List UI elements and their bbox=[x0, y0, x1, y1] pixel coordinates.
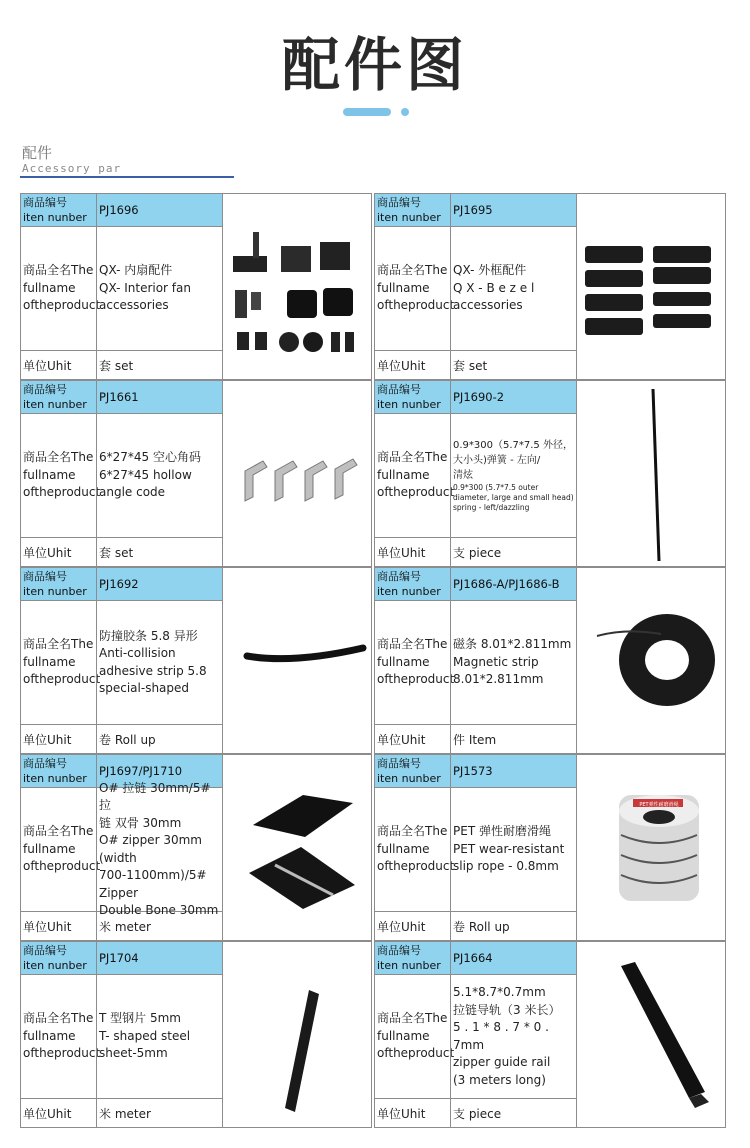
product-unit: 套 set bbox=[453, 359, 488, 373]
full-name-label-cn: 商品全名 bbox=[377, 263, 426, 278]
product-name-line: PET wear-resistant bbox=[453, 841, 565, 856]
label-column bbox=[20, 380, 101, 567]
full-name-label-en-1: The full bbox=[23, 450, 94, 482]
label-column bbox=[374, 380, 455, 567]
full-name-label bbox=[375, 975, 455, 1099]
product-name-line: O# 拉链 30mm/5# 拉 bbox=[99, 780, 211, 812]
unit-label: 单位Uhit bbox=[377, 1107, 426, 1121]
product-name-line: special-shaped bbox=[99, 681, 190, 695]
value-column bbox=[96, 567, 223, 754]
item-number-label-cn: 商品编号 bbox=[23, 383, 67, 396]
product-name-line: Magnetic strip bbox=[453, 654, 539, 669]
full-name-label-en-2: name of bbox=[377, 280, 430, 313]
label-column bbox=[374, 754, 455, 941]
product-name-line: 5.1*8.7*0.7mm bbox=[453, 985, 546, 999]
hollow-angle-code-illustration bbox=[223, 381, 373, 568]
item-number-label-en: iten nunber bbox=[377, 959, 441, 972]
adhesive-strip-illustration bbox=[223, 568, 373, 755]
product-name-line: 磁条 8.01*2.811mm bbox=[453, 637, 572, 652]
full-name-label-en-2: name of bbox=[23, 841, 76, 874]
product-table bbox=[20, 193, 727, 1128]
value-column bbox=[450, 567, 577, 754]
full-name-label bbox=[21, 788, 101, 912]
product-name-line: Double Bone 30mm bbox=[99, 903, 219, 917]
product-name-line: Zipper bbox=[99, 885, 139, 900]
unit-label: 单位Uhit bbox=[23, 1107, 72, 1121]
item-number-label bbox=[375, 194, 450, 227]
full-name-label-cn: 商品全名 bbox=[377, 637, 426, 652]
zipper-illustration bbox=[223, 755, 373, 942]
full-name-label-en-3: theproduct bbox=[34, 298, 101, 313]
item-number-label-cn: 商品编号 bbox=[23, 757, 67, 770]
product-name-line: 防撞胶条 5.8 异形 bbox=[99, 628, 198, 643]
product-name-line: sheet-5mm bbox=[99, 1046, 168, 1061]
item-number-label bbox=[375, 568, 450, 601]
full-name-label-cn: 商品全名 bbox=[23, 450, 72, 465]
item-number-label-en: iten nunber bbox=[23, 959, 87, 972]
product-name-line: accessories bbox=[453, 298, 523, 313]
item-number-label-cn: 商品编号 bbox=[377, 944, 421, 957]
full-name-label-en-1: The full bbox=[377, 637, 448, 669]
product-code: PJ1573 bbox=[451, 755, 576, 788]
full-name-label-en-3: theproduct bbox=[34, 859, 101, 874]
product-full-name bbox=[451, 227, 576, 351]
full-name-label-en-1: The full bbox=[23, 637, 94, 669]
full-name-label-en-1: The full bbox=[23, 263, 94, 295]
product-name-line: (width bbox=[99, 850, 137, 865]
zipper-guide-rail-illustration bbox=[577, 942, 727, 1129]
full-name-label-en-3: theproduct bbox=[34, 672, 101, 687]
full-name-label-cn: 商品全名 bbox=[23, 824, 72, 839]
unit-label: 单位Uhit bbox=[377, 359, 426, 373]
product-full-name bbox=[451, 975, 576, 1099]
product-full-name bbox=[97, 414, 222, 538]
section-title-cn: 配件 bbox=[22, 144, 53, 162]
label-column bbox=[374, 193, 455, 380]
product-name-line: T 型钢片 5mm bbox=[99, 1011, 181, 1026]
product-code: PJ1690-2 bbox=[451, 381, 576, 414]
product-full-name bbox=[451, 414, 576, 538]
product-code: PJ1661 bbox=[97, 381, 222, 414]
full-name-label-en-1: The full bbox=[377, 450, 448, 482]
product-image-cell bbox=[576, 754, 726, 941]
product-unit: 支 piece bbox=[453, 546, 502, 560]
item-number-label-cn: 商品编号 bbox=[23, 570, 67, 583]
full-name-label-en-3: theproduct bbox=[388, 485, 455, 500]
item-number-label-en: iten nunber bbox=[377, 772, 441, 785]
unit-label: 单位Uhit bbox=[377, 920, 426, 934]
product-image-cell bbox=[576, 567, 726, 754]
item-number-label-cn: 商品编号 bbox=[377, 757, 421, 770]
full-name-label-en-3: theproduct bbox=[34, 1046, 101, 1061]
value-column bbox=[96, 193, 223, 380]
product-row bbox=[20, 380, 727, 567]
label-column bbox=[20, 567, 101, 754]
unit-label: 单位Uhit bbox=[23, 920, 72, 934]
full-name-label-en-2: name of bbox=[377, 841, 430, 874]
value-column bbox=[450, 754, 577, 941]
spool-label: PET弹性耐磨滑绳 bbox=[639, 802, 679, 808]
bezel-accessories-illustration bbox=[577, 194, 727, 381]
full-name-label-en-1: The full bbox=[377, 1011, 448, 1043]
item-number-label bbox=[21, 194, 96, 227]
full-name-label-cn: 商品全名 bbox=[23, 1011, 72, 1026]
product-full-name bbox=[97, 601, 222, 725]
full-name-label-en-1: The full bbox=[377, 824, 448, 856]
page-title: 配件图 bbox=[281, 31, 468, 99]
unit-label: 单位Uhit bbox=[23, 546, 72, 560]
product-code: PJ1695 bbox=[451, 194, 576, 227]
product-name-line: 8.01*2.811mm bbox=[453, 672, 544, 687]
product-name-line: Anti-collision bbox=[99, 646, 176, 660]
value-column bbox=[450, 380, 577, 567]
full-name-label bbox=[375, 227, 455, 351]
product-name-line: QX- 外框配件 bbox=[453, 263, 527, 278]
spring-rod-illustration bbox=[577, 381, 727, 568]
label-column bbox=[374, 567, 455, 754]
product-name-small: 0.9*300 (5.7*7.5 outer diameter, large and small head) spring - left/dazzling bbox=[453, 483, 574, 512]
label-column bbox=[20, 193, 101, 380]
full-name-label bbox=[21, 414, 101, 538]
item-number-label bbox=[21, 568, 96, 601]
full-name-label bbox=[21, 975, 101, 1099]
item-number-label bbox=[21, 942, 96, 975]
interior-fan-accessories-illustration bbox=[223, 194, 373, 381]
full-name-label-en-3: theproduct bbox=[388, 672, 455, 687]
product-unit: 套 set bbox=[99, 359, 134, 373]
item-number-label bbox=[375, 942, 450, 975]
product-unit: 卷 Roll up bbox=[453, 920, 510, 934]
full-name-label-en-2: name of bbox=[377, 654, 430, 687]
product-code: PJ1686-A/PJ1686-B bbox=[451, 568, 576, 601]
decoration-dot bbox=[401, 108, 409, 116]
decoration-bar bbox=[343, 108, 391, 116]
product-image-cell bbox=[576, 380, 726, 567]
product-code: PJ1692 bbox=[97, 568, 222, 601]
item-number-label-en: iten nunber bbox=[23, 585, 87, 598]
product-name-line: 0.9*300（5.7*7.5 外径， bbox=[453, 440, 573, 451]
magnetic-strip-roll-illustration bbox=[577, 568, 727, 755]
full-name-label-en-3: theproduct bbox=[388, 298, 455, 313]
full-name-label-en-2: name of bbox=[377, 1028, 430, 1061]
product-name-line: QX- 内扇配件 bbox=[99, 263, 173, 278]
full-name-label-en-3: theproduct bbox=[34, 485, 101, 500]
product-unit: 米 meter bbox=[99, 920, 151, 934]
full-name-label bbox=[375, 788, 455, 912]
product-image-cell bbox=[576, 941, 726, 1128]
slip-rope-spool-illustration bbox=[577, 755, 727, 942]
product-name-line: accessories bbox=[99, 298, 169, 313]
product-name-line: 5 . 1 * 8 . 7 * 0 . 7mm bbox=[453, 1020, 549, 1052]
product-code: PJ1664 bbox=[451, 942, 576, 975]
full-name-label-en-1: The full bbox=[377, 263, 448, 295]
unit-label: 单位Uhit bbox=[23, 359, 72, 373]
product-name-line: Q X - B e z e l bbox=[453, 280, 535, 295]
product-name-line: T- shaped steel bbox=[99, 1028, 191, 1043]
item-number-label-en: iten nunber bbox=[23, 211, 87, 224]
item-number-label-en: iten nunber bbox=[23, 398, 87, 411]
product-name-line: 链 双骨 30mm bbox=[99, 815, 182, 830]
full-name-label-en-2: name of bbox=[23, 280, 76, 313]
item-number-label bbox=[21, 381, 96, 414]
product-name-line: (3 meters long) bbox=[453, 1072, 546, 1087]
product-name-line: QX- Interior fan bbox=[99, 280, 191, 295]
product-name-line: PET 弹性耐磨滑绳 bbox=[453, 824, 551, 839]
product-code: PJ1696 bbox=[97, 194, 222, 227]
item-number-label-cn: 商品编号 bbox=[377, 383, 421, 396]
product-image-cell bbox=[222, 193, 372, 380]
item-number-label bbox=[21, 755, 96, 788]
product-image-cell bbox=[222, 754, 372, 941]
product-name-line: O# zipper 30mm bbox=[99, 833, 202, 847]
product-unit: 件 Item bbox=[453, 733, 497, 747]
product-image-cell bbox=[222, 941, 372, 1128]
full-name-label-en-2: name of bbox=[23, 467, 76, 500]
product-image-cell bbox=[222, 380, 372, 567]
product-name-line: 大小头)弹簧 - 左向/ bbox=[453, 455, 541, 466]
full-name-label bbox=[21, 227, 101, 351]
product-full-name bbox=[451, 788, 576, 912]
value-column bbox=[450, 193, 577, 380]
product-code: PJ1697/PJ1710 bbox=[97, 755, 222, 788]
full-name-label-en-3: theproduct bbox=[388, 859, 455, 874]
unit-label: 单位Uhit bbox=[23, 733, 72, 747]
product-image-cell bbox=[222, 567, 372, 754]
section-underline bbox=[20, 176, 234, 178]
full-name-label-en-2: name of bbox=[23, 654, 76, 687]
full-name-label-en-3: theproduct bbox=[388, 1046, 455, 1061]
value-column bbox=[450, 941, 577, 1128]
product-unit: 套 set bbox=[99, 546, 134, 560]
product-full-name bbox=[451, 601, 576, 725]
full-name-label-en-2: name of bbox=[23, 1028, 76, 1061]
product-name-line: adhesive strip 5.8 bbox=[99, 663, 207, 678]
product-name-line: angle code bbox=[99, 485, 166, 500]
item-number-label-cn: 商品编号 bbox=[377, 570, 421, 583]
product-name-line: slip rope - 0.8mm bbox=[453, 859, 559, 874]
item-number-label-cn: 商品编号 bbox=[23, 944, 67, 957]
product-name-line: 6*27*45 hollow bbox=[99, 467, 192, 482]
item-number-label-en: iten nunber bbox=[377, 585, 441, 598]
full-name-label-cn: 商品全名 bbox=[377, 824, 426, 839]
section-title-en: Accessory par bbox=[22, 162, 122, 175]
label-column bbox=[20, 754, 101, 941]
product-row bbox=[20, 567, 727, 754]
product-full-name bbox=[97, 975, 222, 1099]
item-number-label bbox=[375, 755, 450, 788]
item-number-label-cn: 商品编号 bbox=[377, 196, 421, 209]
product-row bbox=[20, 193, 727, 380]
full-name-label-en-2: name of bbox=[377, 467, 430, 500]
full-name-label-cn: 商品全名 bbox=[377, 1011, 426, 1026]
product-full-name bbox=[97, 780, 222, 917]
full-name-label bbox=[21, 601, 101, 725]
product-unit: 米 meter bbox=[99, 1107, 151, 1121]
product-row bbox=[20, 754, 727, 941]
full-name-label-en-1: The full bbox=[23, 824, 94, 856]
t-steel-sheet-illustration bbox=[223, 942, 373, 1129]
product-full-name bbox=[97, 227, 222, 351]
full-name-label-cn: 商品全名 bbox=[23, 637, 72, 652]
product-row bbox=[20, 941, 727, 1128]
unit-label: 单位Uhit bbox=[377, 546, 426, 560]
product-name-line: zipper guide rail bbox=[453, 1055, 551, 1069]
product-unit: 卷 Roll up bbox=[99, 733, 156, 747]
product-name-line: 清炫 bbox=[453, 470, 473, 481]
product-name-line: 6*27*45 空心角码 bbox=[99, 450, 201, 465]
label-column bbox=[20, 941, 101, 1128]
full-name-label-cn: 商品全名 bbox=[377, 450, 426, 465]
full-name-label bbox=[375, 414, 455, 538]
full-name-label-cn: 商品全名 bbox=[23, 263, 72, 278]
product-image-cell bbox=[576, 193, 726, 380]
item-number-label bbox=[375, 381, 450, 414]
item-number-label-en: iten nunber bbox=[377, 211, 441, 224]
item-number-label-cn: 商品编号 bbox=[23, 196, 67, 209]
full-name-label-en-1: The full bbox=[23, 1011, 94, 1043]
product-name-line: 700-1100mm)/5# bbox=[99, 868, 207, 882]
full-name-label bbox=[375, 601, 455, 725]
product-code: PJ1704 bbox=[97, 942, 222, 975]
value-column bbox=[96, 941, 223, 1128]
value-column bbox=[96, 754, 223, 941]
product-name-line: 拉链导轨（3 米长） bbox=[453, 1002, 561, 1017]
item-number-label-en: iten nunber bbox=[377, 398, 441, 411]
product-unit: 支 piece bbox=[453, 1107, 502, 1121]
label-column bbox=[374, 941, 455, 1128]
value-column bbox=[96, 380, 223, 567]
unit-label: 单位Uhit bbox=[377, 733, 426, 747]
item-number-label-en: iten nunber bbox=[23, 772, 87, 785]
